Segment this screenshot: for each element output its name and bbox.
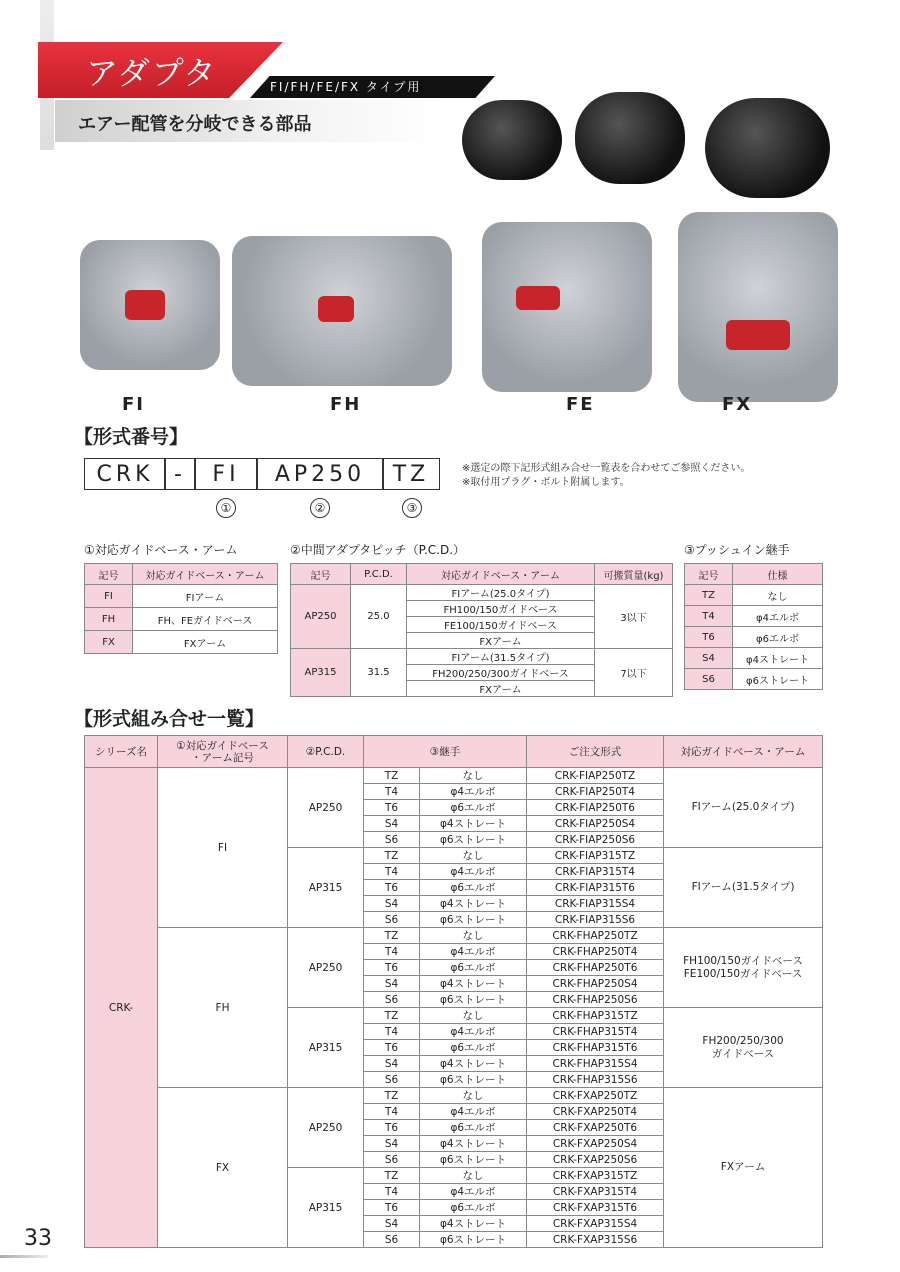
note-2: ※取付用プラグ・ボルト附属します。 [462, 477, 630, 488]
combo-fitting-spec: φ6エルボ [420, 1120, 527, 1136]
combo-order-code: CRK-FXAP250T4 [527, 1104, 664, 1120]
table2-code: AP250 [291, 585, 351, 649]
table3-cell: T4 [685, 606, 733, 627]
circle-num-3: ③ [402, 498, 422, 518]
combo-fitting-spec: φ4エルボ [420, 1184, 527, 1200]
table2-caption: ②中間アダプタピッチ（P.C.D.） [290, 543, 466, 557]
table2-base: FE100/150ガイドベース [407, 617, 595, 633]
table3-cell: φ6エルボ [733, 627, 823, 648]
table1-cell: FXアーム [133, 631, 278, 654]
combo-order-code: CRK-FIAP315T4 [527, 864, 664, 880]
circle-num-2: ② [310, 498, 330, 518]
combo-fitting-code: S6 [364, 832, 420, 848]
combo-order-code: CRK-FHAP250S6 [527, 992, 664, 1008]
page-number: 33 [24, 1226, 52, 1251]
combo-order-code: CRK-FIAP250S6 [527, 832, 664, 848]
combo-target [664, 1008, 823, 1088]
combo-fitting-spec: なし [420, 1168, 527, 1184]
table3-cell: S6 [685, 669, 733, 690]
code-part-fitting: TZ [382, 458, 440, 490]
table3-cell: S4 [685, 648, 733, 669]
combo-pcd: AP315 [288, 1168, 364, 1248]
combo-order-code: CRK-FXAP250S4 [527, 1136, 664, 1152]
page-subtitle: FI/FH/FE/FX タイプ用 [270, 80, 422, 94]
combo-fitting-spec: φ6ストレート [420, 1232, 527, 1248]
combo-fitting-spec: なし [420, 848, 527, 864]
table1-caption: ①対応ガイドベース・アーム [84, 543, 238, 557]
assembly-photo-fe [482, 222, 652, 392]
table1-cell: FIアーム [133, 585, 278, 608]
combo-fitting-spec: φ6ストレート [420, 992, 527, 1008]
table2-header: 対応ガイドベース・アーム [407, 564, 595, 585]
code-part-crk: CRK [84, 458, 166, 490]
combo-fitting-code: T6 [364, 1200, 420, 1216]
combo-order-code: CRK-FIAP250TZ [527, 768, 664, 784]
combination-heading: 【形式組み合せ一覧】 [74, 708, 265, 730]
page-tagline: エアー配管を分岐できる部品 [78, 114, 312, 135]
combo-target-line: FH200/250/300 [702, 1034, 784, 1047]
combo-fitting-code: T6 [364, 960, 420, 976]
combo-header: ①対応ガイドベース ・アーム記号 [158, 736, 288, 768]
combo-fitting-code: T6 [364, 1040, 420, 1056]
table-pcd [290, 563, 673, 697]
table1-cell: FI [85, 585, 133, 608]
combo-order-code: CRK-FXAP315T4 [527, 1184, 664, 1200]
combo-order-code: CRK-FIAP250S4 [527, 816, 664, 832]
table1-header: 対応ガイドベース・アーム [133, 564, 278, 585]
combo-fitting-spec: φ6ストレート [420, 912, 527, 928]
combo-fitting-spec: φ4エルボ [420, 1024, 527, 1040]
combo-target-line: FIアーム(25.0タイプ) [691, 801, 795, 813]
table3-header: 仕様 [733, 564, 823, 585]
table1-cell: FH、FEガイドベース [133, 608, 278, 631]
combo-fitting-code: S6 [364, 1152, 420, 1168]
combo-fitting-code: S6 [364, 992, 420, 1008]
combo-fitting-code: S6 [364, 912, 420, 928]
table3-caption: ③プッシュイン継手 [684, 543, 790, 557]
combo-fitting-code: S4 [364, 1136, 420, 1152]
combo-row [85, 1088, 823, 1104]
assembly-fe-accent [516, 286, 560, 310]
combo-target [664, 928, 823, 1008]
combo-order-code: CRK-FXAP315TZ [527, 1168, 664, 1184]
combo-target [664, 848, 823, 928]
note-1: ※選定の際下記形式組み合せ一覧表を合わせてご参照ください。 [462, 463, 751, 474]
table3-cell: T6 [685, 627, 733, 648]
combo-fitting-code: TZ [364, 1088, 420, 1104]
combo-fitting-code: S4 [364, 896, 420, 912]
table3-header: 記号 [685, 564, 733, 585]
table3-cell: なし [733, 585, 823, 606]
table2-pcd: 25.0 [351, 585, 407, 649]
combo-pcd: AP250 [288, 928, 364, 1008]
combo-order-code: CRK-FHAP250T4 [527, 944, 664, 960]
combo-fitting-spec: φ4ストレート [420, 1136, 527, 1152]
combo-order-code: CRK-FXAP315S6 [527, 1232, 664, 1248]
combo-fitting-spec: φ6エルボ [420, 960, 527, 976]
circle-num-1: ① [216, 498, 236, 518]
combo-fitting-spec: φ6ストレート [420, 1072, 527, 1088]
combo-fitting-spec: φ4ストレート [420, 976, 527, 992]
combo-order-code: CRK-FHAP250T6 [527, 960, 664, 976]
combo-order-code: CRK-FHAP250TZ [527, 928, 664, 944]
combo-fitting-spec: φ6エルボ [420, 1040, 527, 1056]
combo-pcd: AP250 [288, 768, 364, 848]
combo-fitting-spec: φ4エルボ [420, 1104, 527, 1120]
combo-fitting-spec: φ4ストレート [420, 896, 527, 912]
code-part-pcd: AP250 [256, 458, 384, 490]
combo-fitting-code: S6 [364, 1232, 420, 1248]
table3-cell: TZ [685, 585, 733, 606]
combo-fitting-spec: φ4エルボ [420, 944, 527, 960]
table2-header: 記号 [291, 564, 351, 585]
combo-fitting-code: S4 [364, 976, 420, 992]
table2-load: 3以下 [595, 585, 673, 649]
combo-order-code: CRK-FHAP315T6 [527, 1040, 664, 1056]
combo-fitting-spec: φ4ストレート [420, 1216, 527, 1232]
combo-pcd: AP250 [288, 1088, 364, 1168]
combo-fitting-code: S4 [364, 1216, 420, 1232]
combo-fitting-code: T4 [364, 1184, 420, 1200]
table2-base: FIアーム(31.5タイプ) [407, 649, 595, 665]
combo-order-code: CRK-FXAP315T6 [527, 1200, 664, 1216]
combo-fitting-spec: φ4ストレート [420, 1056, 527, 1072]
combo-order-code: CRK-FXAP315S4 [527, 1216, 664, 1232]
combo-fitting-spec: φ6エルボ [420, 1200, 527, 1216]
combo-pcd: AP315 [288, 1008, 364, 1088]
combo-fitting-spec: φ4ストレート [420, 816, 527, 832]
table2-base: FH200/250/300ガイドベース [407, 665, 595, 681]
combo-header: シリーズ名 [85, 736, 158, 768]
combo-base: FH [158, 928, 288, 1088]
combo-fitting-code: T6 [364, 800, 420, 816]
combo-header: 対応ガイドベース・アーム [664, 736, 823, 768]
combo-order-code: CRK-FHAP315T4 [527, 1024, 664, 1040]
adapter-photo-fx [705, 98, 830, 198]
combo-order-code: CRK-FXAP250T6 [527, 1120, 664, 1136]
product-label-fi: FI [122, 394, 145, 415]
combo-fitting-code: T4 [364, 864, 420, 880]
table1-cell: FH [85, 608, 133, 631]
combo-fitting-spec: φ4エルボ [420, 864, 527, 880]
combo-order-code: CRK-FIAP250T6 [527, 800, 664, 816]
table2-base: FH100/150ガイドベース [407, 601, 595, 617]
combo-order-code: CRK-FHAP315S4 [527, 1056, 664, 1072]
table3-cell: φ4エルボ [733, 606, 823, 627]
combo-target-line: FE100/150ガイドベース [683, 967, 803, 980]
combo-target-line: FH100/150ガイドベース [683, 954, 803, 967]
combo-target-line: FXアーム [720, 1161, 766, 1173]
code-part-base: FI [194, 458, 258, 490]
combo-order-code: CRK-FHAP250S4 [527, 976, 664, 992]
product-label-fh: FH [330, 394, 362, 415]
code-part-dash: - [164, 458, 196, 490]
combo-fitting-spec: φ6エルボ [420, 800, 527, 816]
combo-fitting-spec: なし [420, 928, 527, 944]
table2-header: P.C.D. [351, 564, 407, 585]
combo-fitting-code: TZ [364, 768, 420, 784]
product-label-fe: FE [566, 394, 595, 415]
combo-order-code: CRK-FIAP315S4 [527, 896, 664, 912]
table3-cell: φ4ストレート [733, 648, 823, 669]
table-guide-base [84, 563, 278, 654]
combo-order-code: CRK-FIAP315T6 [527, 880, 664, 896]
table-combination [84, 735, 823, 1248]
combo-header: ③継手 [364, 736, 527, 768]
combo-order-code: CRK-FHAP315TZ [527, 1008, 664, 1024]
table2-pcd: 31.5 [351, 649, 407, 697]
combo-fitting-code: TZ [364, 928, 420, 944]
combo-fitting-code: S6 [364, 1072, 420, 1088]
combo-order-code: CRK-FIAP250T4 [527, 784, 664, 800]
combo-order-code: CRK-FHAP315S6 [527, 1072, 664, 1088]
table1-cell: FX [85, 631, 133, 654]
assembly-fh-accent [318, 296, 354, 322]
model-number-heading: 【形式番号】 [74, 426, 189, 448]
page-title: アダプタ [86, 54, 218, 92]
combo-fitting-spec: なし [420, 1008, 527, 1024]
combo-target [664, 768, 823, 848]
table2-base: FXアーム [407, 681, 595, 697]
combo-row [85, 928, 823, 944]
combo-fitting-code: TZ [364, 1008, 420, 1024]
adapter-photo-fh [575, 92, 685, 184]
combo-base: FX [158, 1088, 288, 1248]
table2-code: AP315 [291, 649, 351, 697]
table2-load: 7以下 [595, 649, 673, 697]
combo-fitting-spec: なし [420, 1088, 527, 1104]
combo-fitting-code: T6 [364, 1120, 420, 1136]
combo-fitting-code: S4 [364, 1056, 420, 1072]
combo-fitting-code: T4 [364, 944, 420, 960]
combo-fitting-code: T4 [364, 784, 420, 800]
combo-fitting-spec: なし [420, 768, 527, 784]
combo-target-line: ガイドベース [711, 1047, 775, 1060]
combo-series: CRK- [85, 768, 158, 1248]
table3-cell: φ6ストレート [733, 669, 823, 690]
combo-header: ご注文形式 [527, 736, 664, 768]
assembly-fx-accent [726, 320, 790, 350]
combo-order-code: CRK-FIAP315TZ [527, 848, 664, 864]
combo-row [85, 768, 823, 784]
combo-fitting-code: T4 [364, 1104, 420, 1120]
combo-base: FI [158, 768, 288, 928]
combo-fitting-spec: φ6ストレート [420, 1152, 527, 1168]
combo-target [664, 1088, 823, 1248]
combo-header: ②P.C.D. [288, 736, 364, 768]
combo-fitting-spec: φ4エルボ [420, 784, 527, 800]
page-number-underline [0, 1255, 48, 1258]
combo-order-code: CRK-FXAP250S6 [527, 1152, 664, 1168]
table2-base: FIアーム(25.0タイプ) [407, 585, 595, 601]
table2-base: FXアーム [407, 633, 595, 649]
combo-fitting-code: TZ [364, 1168, 420, 1184]
combo-fitting-code: T6 [364, 880, 420, 896]
combo-pcd: AP315 [288, 848, 364, 928]
table-fitting [684, 563, 823, 690]
combo-fitting-spec: φ6エルボ [420, 880, 527, 896]
product-label-fx: FX [722, 394, 753, 415]
combo-order-code: CRK-FXAP250TZ [527, 1088, 664, 1104]
assembly-photo-fx [678, 212, 838, 402]
assembly-fi-accent [125, 290, 165, 320]
adapter-photo-fi [462, 100, 562, 180]
combo-target-line: FIアーム(31.5タイプ) [691, 881, 795, 893]
table2-header: 可搬質量(kg) [595, 564, 673, 585]
combo-fitting-code: T4 [364, 1024, 420, 1040]
combo-order-code: CRK-FIAP315S6 [527, 912, 664, 928]
combo-fitting-spec: φ6ストレート [420, 832, 527, 848]
combo-fitting-code: S4 [364, 816, 420, 832]
combo-fitting-code: TZ [364, 848, 420, 864]
table1-header: 記号 [85, 564, 133, 585]
